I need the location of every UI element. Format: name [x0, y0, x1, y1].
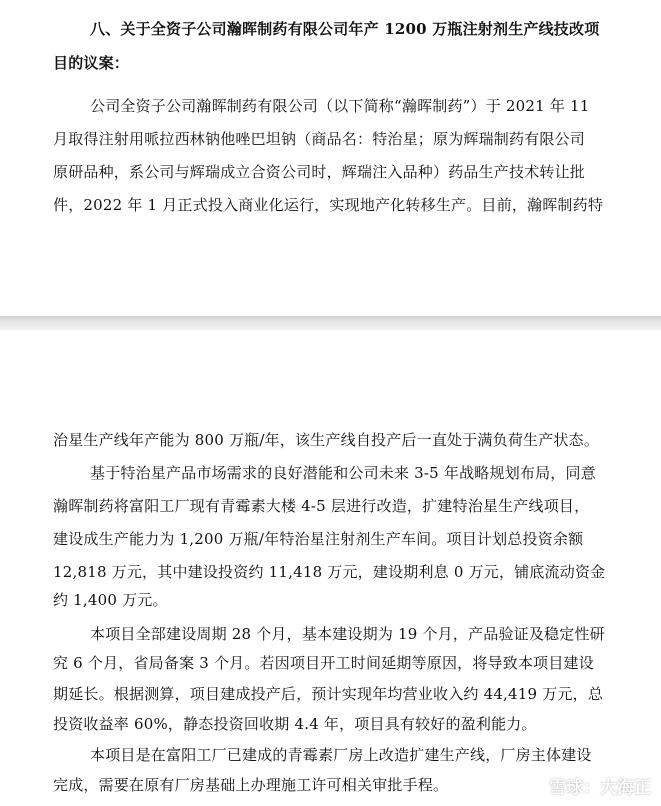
section-heading-line-2: 目的议案：	[53, 54, 130, 72]
paragraph-line: 约 1,400 万元。	[53, 591, 168, 609]
paragraph-line: 建设成生产能力为 1,200 万瓶/年特治星注射剂生产车间。项目计划总投资余额	[53, 530, 584, 548]
document-page-top	[0, 0, 661, 316]
paragraph-line: 件，2022 年 1 月正式投入商业化运行，实现地产化转移生产。目前，瀚晖制药特	[53, 196, 604, 214]
paragraph-line: 投资收益率 60%，静态投资回收期 4.4 年，项目具有较好的盈利能力。	[53, 715, 537, 733]
paragraph-line: 期延长。根据测算，项目建成投产后，预计实现年均营业收入约 44,419 万元，总	[53, 685, 604, 703]
paragraph-line: 本项目全部建设周期 28 个月，基本建设期为 19 个月，产品验证及稳定性研	[90, 625, 605, 643]
section-heading-line-1: 八、关于全资子公司瀚晖制药有限公司年产 1200 万瓶注射剂生产线技改项	[90, 20, 600, 38]
snowball-logo-icon	[519, 773, 543, 797]
paragraph-line: 基于特治星产品市场需求的良好潜能和公司未来 3-5 年战略规划布局，同意	[90, 464, 596, 482]
paragraph-line: 瀚晖制药将富阳工厂现有青霉素大楼 4-5 层进行改造，扩建特治星生产线项目，	[53, 497, 590, 515]
paragraph-line: 究 6 个月，省局备案 3 个月。若因项目开工时间延期等原因，将导致本项目建设	[53, 654, 594, 672]
paragraph-line: 本项目是在富阳工厂已建成的青霉素厂房上改造扩建生产线，厂房主体建设	[90, 746, 592, 764]
document-page-bottom	[0, 330, 661, 806]
paragraph-line: 月取得注射用哌拉西林钠他唑巴坦钠（商品名：特治星；原为辉瑞制药有限公司	[53, 130, 586, 148]
paragraph-line: 公司全资子公司瀚晖制药有限公司（以下简称“瀚晖制药”）于 2021 年 11	[90, 97, 590, 115]
watermark-text: 雪球：大海正	[549, 777, 651, 798]
watermark	[519, 772, 651, 798]
paragraph-line: 原研品种，系公司与辉瑞成立合资公司时，辉瑞注入品种）药品生产技术转让批	[53, 163, 586, 181]
paragraph-line: 12,818 万元，其中建设投资约 11,418 万元，建设期利息 0 万元，铺底流动资金	[53, 563, 606, 581]
paragraph-line: 治星生产线年产能为 800 万瓶/年，该生产线自投产后一直处于满负荷生产状态。	[53, 431, 600, 449]
paragraph-line: 完成，需要在原有厂房基础上办理施工许可相关审批手程。	[53, 776, 449, 794]
page-break-divider	[0, 316, 661, 330]
